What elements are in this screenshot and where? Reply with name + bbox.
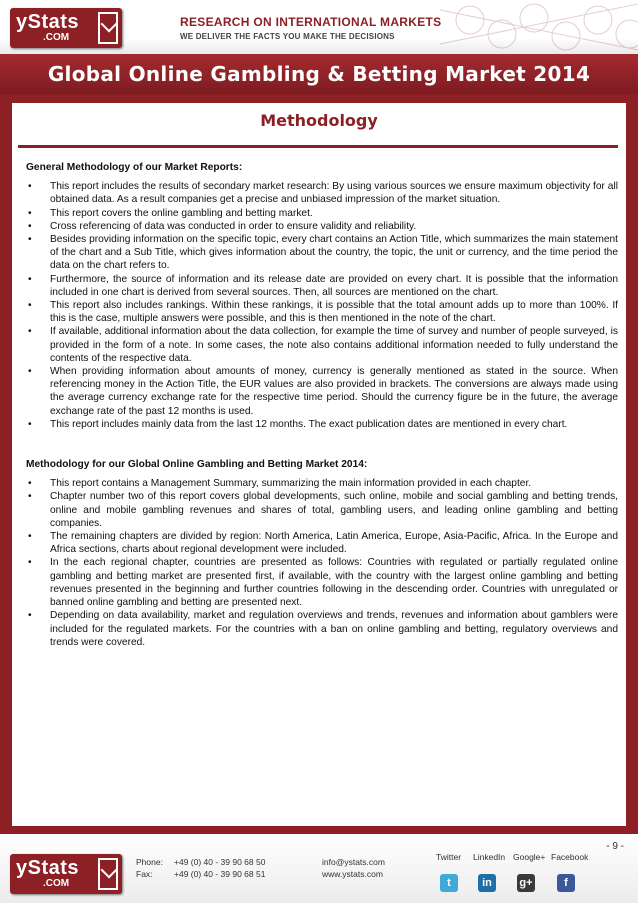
spacer [26,431,618,458]
page-number: - 9 - [606,841,624,852]
content-panel [12,103,626,826]
tagline-sub: WE DELIVER THE FACTS YOU MAKE THE DECISIONS [180,32,395,41]
footer-logo-mark-icon [98,858,118,890]
email-link[interactable]: info@ystats.com [322,857,385,867]
list-item: • The remaining chapters are divided by region: North America, Latin America, Europe, Asia-Pacific, Africa. In the Europe and Africa sections, charts about regional development were included. [26,530,618,556]
logo-sub: .COM [43,32,70,43]
list-item: • Cross referencing of data was conducted in order to ensure validity and reliability. [26,220,618,233]
website-link[interactable]: www.ystats.com [322,869,383,879]
general-methodology-heading: General Methodology of our Market Reports: [26,162,243,173]
fax-label: Fax: [136,869,153,879]
list-item: • Besides providing information on the specific topic, every chart contains an Action Title, which summarizes the main statement of the chart and a Sub Title, which gives information about the country, the topic, the unit or currency, and the time period the data on the chart refers to. [26,233,618,273]
specific-methodology-heading: Methodology for our Global Online Gambling and Betting Market 2014: [26,459,368,471]
header [0,0,638,54]
googleplus-label: Google+ [513,852,546,862]
list-item: • This report also includes rankings. Within these rankings, it is possible that the total amount adds up to more than 100%. If this is the case, multiple answers were possible, and this is then mentioned in the note of the chart. [26,299,618,325]
contact-numbers [174,856,265,880]
footer-logo-text: yStats [16,857,80,879]
linkedin-icon[interactable]: in [478,874,496,892]
general-methodology-list [26,180,618,431]
list-item: • Depending on data availability, market and regulation overviews and trends, revenues and information about gamblers were included for the regulated markets. For the countries with a ban on online gambling and betting, regulatory overviews and trends were covered. [26,609,618,649]
specific-methodology-list [26,477,618,649]
twitter-label: Twitter [436,852,462,862]
list-item: • When providing information about amounts of money, currency is generally mentioned as stated in the source. When referencing money in the Action Title, the EUR values are also provided in brackets. The conversions are always made using the average currency exchange rate for the respective time period. Should the currency figure be in the future, the average exchange rate of the past 12 months is used. [26,365,618,418]
list-item: • This report covers the online gambling and betting market. [26,207,618,220]
ystats-logo[interactable] [10,8,122,48]
footer-ystats-logo[interactable] [10,854,122,894]
contact-labels [136,856,163,880]
list-item: • Furthermore, the source of information and its release date are provided on every chart. It is possible that the information included in one chart is derived from several sources. Then, all sources are mentioned on the chart. [26,273,618,299]
list-item: • In the each regional chapter, countries are presented as follows: Countries with regulated or partially regulated online gambling and betting market are presented first, if available, with the country with the largest online gambling and betting revenues presented in the beginning and further countries following in the descending order. Countries with unregulated or banned online gambling and betting are presented next. [26,556,618,609]
title-band [0,54,638,94]
phone-number: +49 (0) 40 - 39 90 68 50 [174,857,266,867]
tagline-main: RESEARCH ON INTERNATIONAL MARKETS [180,15,442,29]
list-item: • This report contains a Management Summary, summarizing the main information provided in each chapter. [26,477,618,490]
list-item: • If available, additional information about the data collection, for example the time of survey and number of people surveyed, is provided in the form of a note. In some cases, the note also contains additional information needed to fully understand the contents of the respective data. [26,325,618,365]
footer [0,834,638,903]
fax-number: +49 (0) 40 - 39 90 68 51 [174,869,266,879]
header-pattern [440,0,638,54]
section-title: Methodology [260,111,378,130]
list-item: • This report includes the results of secondary market research: By using various sources we ensure maximum objectivity for all obtained data. As a result companies get a precise and unbiased impression of the market situation. [26,180,618,206]
twitter-icon[interactable]: t [440,874,458,892]
phone-label: Phone: [136,857,163,867]
section-divider [18,145,618,148]
facebook-label: Facebook [551,852,589,862]
list-item: • This report includes mainly data from the last 12 months. The exact publication dates are mentioned in every chart. [26,418,618,431]
linkedin-label: LinkedIn [473,852,506,862]
page-title: Global Online Gambling & Betting Market 2014 [47,62,591,86]
googleplus-icon[interactable]: g+ [517,874,535,892]
list-item: • Chapter number two of this report covers global developments, such online, mobile and social gambling and betting trends, online and mobile gambling revenues and shares of total, gambling users, and leading online gambling and betting companies. [26,490,618,530]
logo-mark-icon [98,12,118,44]
logo-text: yStats [16,11,80,33]
methodology-text [26,161,618,649]
facebook-icon[interactable]: f [557,874,575,892]
contact-online [322,856,385,880]
footer-logo-sub: .COM [43,878,70,889]
